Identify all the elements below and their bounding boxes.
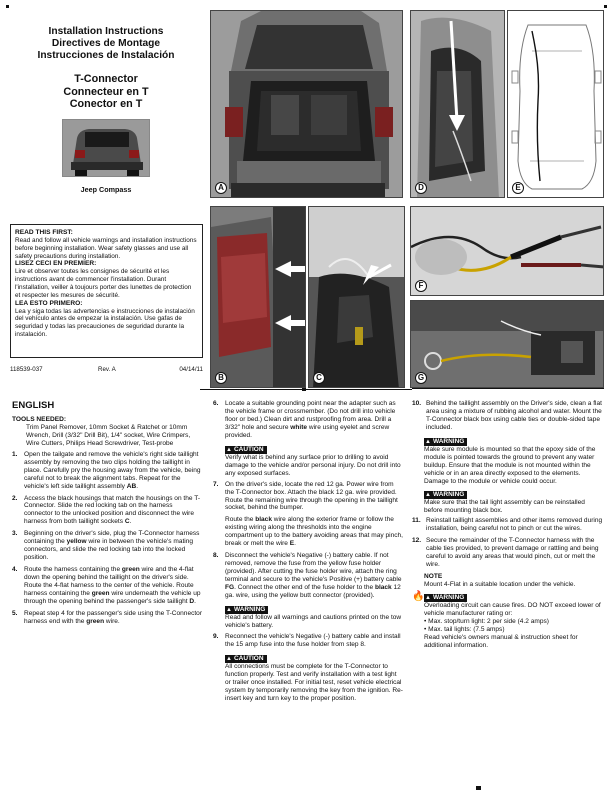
read-first-heading-es: LEA ESTO PRIMERO: [15,299,83,307]
read-first-body-en: Read and follow all vehicle warnings and installation instructions before beginning installation. Wear safety glasses and use all safety precautions during installation. [15,237,197,260]
warning-3: ▲ WARNING Make sure that the tail light assembly can be reinstalled before mounting black box. [424,490,585,514]
tools-label: TOOLS NEEDED: [12,415,67,423]
step-8: 8. Disconnect the vehicle's Negative (-) battery cable. If not removed, remove the fuse from the yellow fuse holder (provided). After cutting the fuse holder wire, attach the ring terminal and secure to the vehicle's Positive (+) battery cable FG. Connect the other end of the fuse holder to the black 12 ga. wire, using the yellow butt connector (provided). [213,552,402,600]
warning-triangle-icon: ▲ [425,438,431,445]
figure-ref: FG [225,584,235,592]
note: NOTE Mount 4-Flat in a suitable location under the vehicle. [424,573,576,589]
column-2 [213,400,403,706]
figure-ref: C [124,518,130,526]
read-first-heading-fr: LISEZ CECI EN PREMIER: [15,260,97,268]
figure-ref: D [189,597,195,605]
column-1 [12,402,202,630]
revision: Rev. A [98,366,116,373]
figure-f-label: F [415,280,427,292]
tools-text: Trim Panel Remover, 10mm Socket & Ratchet or 10mm Wrench, Drill (3/32" Drill Bit), 1/4" socket, Wire Crimpers, Wire Cutters, Philips Head Screwdriver, Test-probe [26,423,191,447]
column-3 [412,400,604,653]
warning-2: ▲ WARNING Make sure module is mounted so that the epoxy side of the module is pointed towards the ground to prevent any water buildup. Ensure that the module is not mounted within the vehicle or in an area directly exposed to the elements. Damage to the module or vehicle could occur. [424,437,596,485]
step-5: 5. Repeat step 4 for the passenger's side using the T-Connector harness end with the green wire. [12,609,203,625]
step-10: 10. Behind the taillight assembly on the Driver's side, clean a flat area using a mixture of rubbing alcohol and water. Mount the T-Connector black box using cable ties or double-sided tape included. [412,400,602,431]
figure-g-label: G [415,372,427,384]
revision-date: 04/14/11 [179,366,203,373]
figure-b [210,206,306,388]
part-number: 118539-037 [10,366,43,373]
vehicle-photo [62,119,150,177]
read-first-box [10,224,203,358]
product-fr: Connecteur en T [63,85,149,98]
title-es: Instrucciones de Instalación [37,50,175,61]
section-heading: ENGLISH [12,400,55,411]
step-6: 6. Locate a suitable grounding point near the adapter such as the vehicle frame or crossmember. (Do not drill into vehicle floor or bed.) Clean dirt and rustproofing from area. Drill a 3/32" hole and secure white wire using eyelet and screw provided. [213,400,396,439]
registration-mark [476,786,481,790]
divider-line [200,389,412,390]
read-first-body-es: Lea y siga todas las advertencias e instrucciones de instalación del vehículo antes de empezar la instalación. Use gafas de seguridad y todas las precauciones de seguridad durante la instalación. [15,307,195,338]
step-9: 9. Reconnect the vehicle's Negative (-) battery cable and install the 15 amp fuse into the fuse holder from step 8. [213,632,401,648]
fire-icon: 🔥 [412,591,425,603]
read-first-body-fr: Lire et observer toutes les consignes de sécurité et les instructions avant de commencer l'installation. Durant l'installation, veiller à toujours porter des lunettes de protection et respecter les mesures de sécurité. [15,268,192,299]
registration-mark [604,5,607,8]
warning-4: 🔥 ▲ WARNING Overloading circuit can cause fires. DO NOT exceed lower of vehicle manufacturer rating or: • Max. stop/turn light: 2 per side (4.2 amps) • Max. tail lights: (7.5 amps) Read vehicle's owners manual & instruction sheet for additional information. [412,591,601,649]
figure-d-label: D [415,182,427,194]
read-first-heading-en: READ THIS FIRST: [15,229,73,236]
registration-mark [6,5,9,8]
step-12: 12. Secure the remainder of the T-Connector harness with the cable ties provided, to prevent damage or rattling and being careful to avoid any areas that would pinch, cut or melt the wire. [412,537,599,569]
vehicle-caption: Jeep Compass [80,184,132,194]
figure-a-label: A [215,182,227,194]
figure-ref: AB [126,482,137,490]
figure-e [507,10,604,198]
step-2: 2. Access the black housings that match the housings on the T-Connector. Slide the red locking tab on the harness connector to the unlocked position and disconnect the wire harness from both taillight sockets C. [12,494,201,526]
step-3: 3. Beginning on the driver's side, plug the T-Connector harness containing the yellow wire in between the vehicle's mating connectors, and slide the red locking tab into the locked position. [12,530,200,562]
title-en: Installation Instructions [48,26,164,37]
title-block [8,10,204,228]
warning-triangle-icon: ▲ [425,595,431,602]
step-4: 4. Route the harness containing the green wire and the 4-flat down the opening behind the taillight on the driver's side. Route the 4-flat harness to the center of the vehicle. Route harness containing the green wire underneath the vehicle up through the opening behind the passenger's side taillight D. [12,566,201,605]
figure-g [410,300,604,388]
divider-line [412,388,604,389]
figure-e-label: E [512,182,524,194]
figure-c-label: C [313,372,325,384]
product-es: Conector en T [69,98,143,110]
document-meta [10,366,203,376]
warning-1: ▲ WARNING Read and follow all warnings and cautions printed on the tow vehicle's battery. [225,605,402,629]
figure-d [410,10,505,198]
figure-b-label: B [215,372,227,384]
step-11: 11. Reinstall taillight assemblies and other items removed during installation, being careful not to pinch or cut the wires. [412,517,603,533]
figure-f [410,206,604,296]
warning-triangle-icon: ▲ [226,606,232,613]
figure-ref: E [289,540,295,548]
step-7: 7. On the driver's side, locate the red 12 ga. Power wire from the T-Connector box. Attach the black 12 ga. wire provided. Route the remaining wire through the opening in the taillight socket, behind the bumper. [213,480,398,512]
caution-2: ▲ CAUTION All connections must be complete for the T-Connector to function properly. Test and verify installation with a test light or trailer once installed. For initial test, reset vehicle electrical system by temporarily removing the key from the ignition. Re-insert key and turn key to the proper position. [225,654,403,702]
figure-c [308,206,405,388]
warning-triangle-icon: ▲ [226,655,232,662]
warning-triangle-icon: ▲ [226,446,232,453]
title-fr: Directives de Montage [51,38,161,49]
product-en: T-Connector [74,73,138,85]
step-1: 1. Open the tailgate and remove the vehicle's right side taillight assembly by removing the two clips holding the taillight in place. Carefully pry the housing away from the vehicle, being careful not to break the alignment tabs. Repeat for the vehicle's left side taillight assembly AB. [12,450,201,490]
caution-1: ▲ CAUTION Verify what is behind any surface prior to drilling to avoid damage to the vehicle and/or personal injury. Do not drill into any exposed surfaces. [225,445,401,477]
figure-a [210,10,403,198]
warning-triangle-icon: ▲ [425,491,431,498]
step-7-body: Route the black wire along the exterior frame or follow the existing wiring along the thresholds into the engine compartment up to the battery avoiding areas that may pinch, break or melt the wire E. [225,516,403,548]
